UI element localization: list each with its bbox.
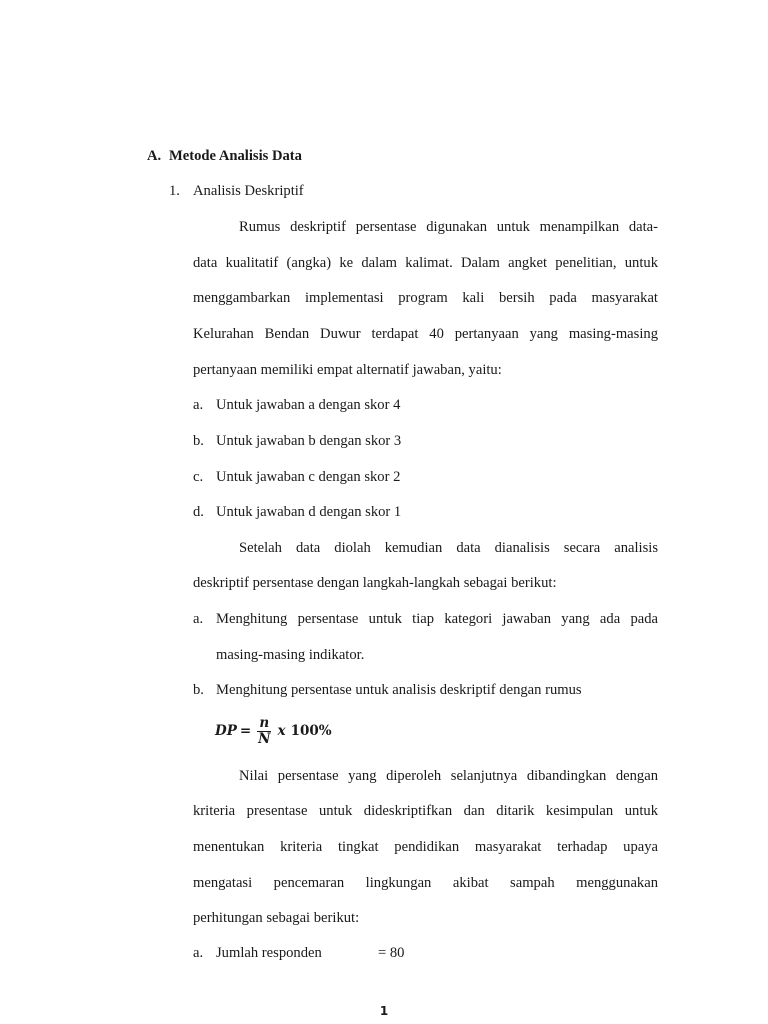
paragraph-line: menggambarkan implementasi program kali bersih pada masyarakat (193, 290, 658, 306)
option-text: Untuk jawaban c dengan skor 2 (216, 469, 401, 485)
option-text: Untuk jawaban a dengan skor 4 (216, 397, 401, 413)
paragraph-line: Rumus deskriptif persentase digunakan untuk menampilkan data- (239, 219, 658, 235)
formula-numerator: n (259, 714, 270, 731)
section-label: A. (147, 148, 162, 164)
paragraph-line: pertanyaan memiliki empat alternatif jawaban, yaitu: (193, 362, 502, 378)
option-label: b. (193, 433, 204, 449)
step-text: Menghitung persentase untuk tiap kategori jawaban yang ada pada (216, 611, 658, 627)
paragraph-line: Setelah data diolah kemudian data dianalisis secara analisis (239, 540, 658, 556)
paragraph-line: deskriptif persentase dengan langkah-langkah sebagai berikut: (193, 575, 557, 591)
page-number: 1 (379, 1004, 389, 1018)
formula-value: 100% (290, 723, 332, 739)
step-label: b. (193, 682, 204, 698)
paragraph-line: mengatasi pencemaran lingkungan akibat sampah menggunakan (193, 875, 658, 891)
paragraph-line: Kelurahan Bendan Duwur terdapat 40 pertanyaan yang masing-masing (193, 326, 658, 342)
option-text: Untuk jawaban b dengan skor 3 (216, 433, 402, 449)
option-label: d. (193, 504, 204, 520)
paragraph-line: data kualitatif (angka) ke dalam kalimat. Dalam angket penelitian, untuk (193, 255, 658, 271)
calc-name: Jumlah responden (216, 945, 322, 961)
option-text: Untuk jawaban d dengan skor 1 (216, 504, 402, 520)
formula-lhs: DP (215, 723, 237, 739)
step-text: Menghitung persentase untuk analisis deskriptif dengan rumus (216, 682, 582, 698)
paragraph-line: perhitungan sebagai berikut: (193, 910, 360, 926)
formula-equals: = (239, 723, 252, 739)
paragraph-line: menentukan kriteria tingkat pendidikan masyarakat terhadap upaya (193, 839, 658, 855)
option-label: a. (193, 397, 204, 413)
calc-label: a. (193, 945, 204, 961)
option-label: c. (193, 469, 204, 485)
step-label: a. (193, 611, 204, 627)
subsection-label: 1. (169, 183, 180, 199)
calc-value: = 80 (378, 945, 405, 961)
paragraph-line: Nilai persentase yang diperoleh selanjutnya dibandingkan dengan (239, 768, 658, 784)
step-text: masing-masing indikator. (216, 647, 365, 663)
formula-times: x (277, 723, 286, 739)
paragraph-line: kriteria presentase untuk dideskriptifkan dan ditarik kesimpulan untuk (193, 803, 658, 819)
formula-denominator: N (258, 730, 271, 747)
subsection-title: Analisis Deskriptif (193, 183, 304, 199)
section-title: Metode Analisis Data (169, 148, 302, 164)
formula-fraction (256, 716, 272, 747)
percentage-formula (215, 711, 332, 751)
